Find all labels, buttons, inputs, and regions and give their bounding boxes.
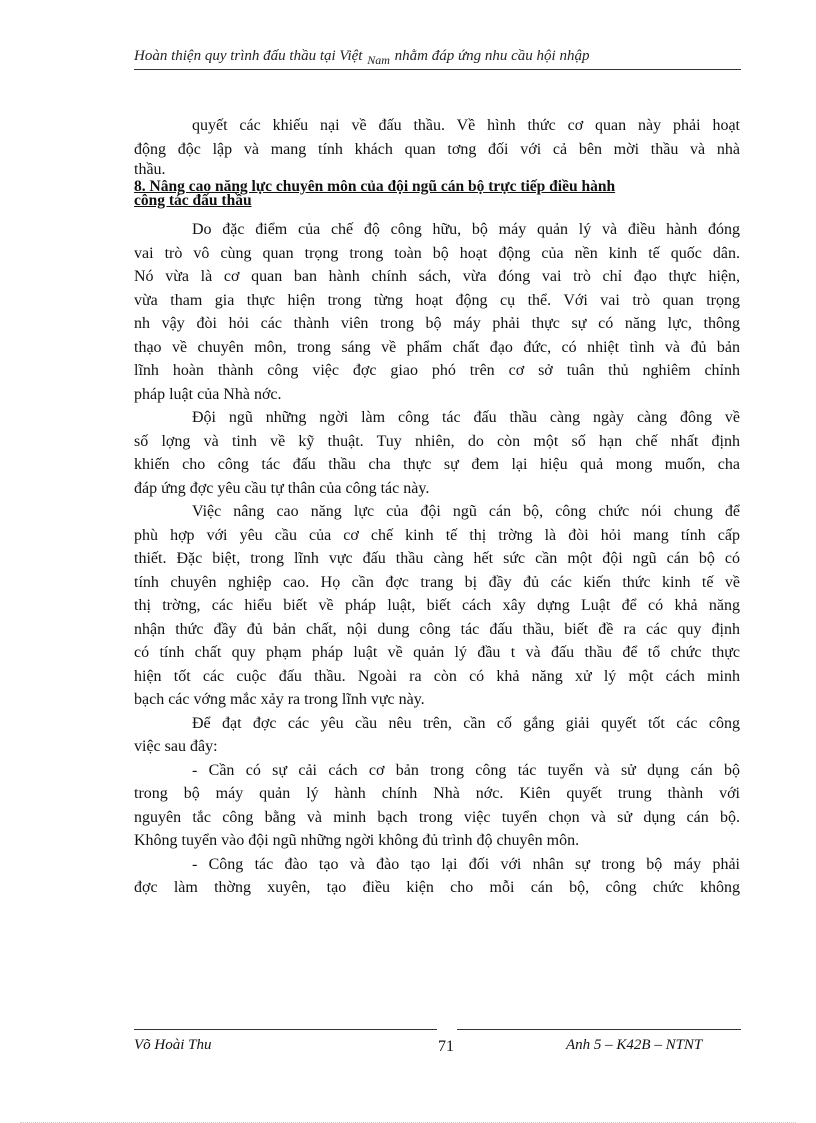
header-rule — [134, 69, 741, 70]
body-line: Do đặc điểm của chế độ công hữu, bộ máy quản lý và điều hành đóng — [192, 221, 740, 238]
body-line: pháp luật của Nhà nớc. — [134, 385, 282, 403]
footer-rule-left — [134, 1029, 437, 1030]
body-line: nhận thức đầy đủ bản chất, nội dung công tác đấu thầu, biết đề ra các quy định — [134, 620, 740, 638]
page-number: 71 — [438, 1038, 454, 1055]
body-line: hiện tốt các cuộc đấu thầu. Ngoài ra còn có khả năng xử lý một cách minh — [134, 667, 740, 685]
section-heading-continued: công tác đấu thầu — [134, 192, 252, 209]
header-title-end: nhằm đáp ứng nhu cầu hội nhập — [394, 48, 590, 64]
list-item-line: - Cần có sự cải cách cơ bản trong công tác tuyển và sử dụng cán bộ — [192, 761, 740, 779]
page-header — [134, 48, 740, 65]
body-line: số lợng và tinh về kỹ thuật. Tuy nhiên, do còn một số hạn chế nhất định — [134, 432, 740, 450]
body-line: Nó vừa là cơ quan ban hành chính sách, vừa đóng vai trò chỉ đạo thực hiện, — [134, 268, 740, 285]
header-title-start: Hoàn thiện quy trình đấu thầu tại Việt — [134, 48, 363, 64]
body-line: phù hợp với yêu cầu của cơ chế kinh tế thị trờng là đòi hỏi mang tính cấp — [134, 526, 740, 544]
body-line: có tính chất quy phạm pháp luật về quản lý đầu t và đấu thầu để tổ chức thực — [134, 644, 740, 661]
body-line: quyết các khiếu nại về đấu thầu. Về hình thức cơ quan này phải hoạt — [192, 117, 740, 134]
list-item-line: - Công tác đào tạo và đào tạo lại đối với nhân sự trong bộ máy phải — [192, 855, 740, 873]
body-line: việc sau đây: — [134, 738, 218, 755]
body-line: thạo về chuyên môn, trong sáng về phẩm chất đạo đức, có nhiệt tình và đủ bản — [134, 338, 740, 356]
body-line: thiết. Đặc biệt, trong lĩnh vực đấu thầu càng hết sức cần một đội ngũ cán bộ có — [134, 550, 740, 567]
body-line: vừa tham gia thực hiện trong từng hoạt động cụ thể. Với vai trò quan trọng — [134, 291, 740, 309]
footer-class-info: Anh 5 – K42B – NTNT — [566, 1037, 703, 1053]
body-line: Để đạt đợc các yêu cầu nêu trên, cần cố gắng giải quyết tốt các công — [192, 714, 740, 732]
footer-rule-right — [457, 1029, 741, 1030]
body-line: động độc lập và mang tính khách quan tơng đối với cả bên mời thầu và nhà — [134, 140, 740, 158]
body-line: vai trò vô cùng quan trọng trong toàn bộ hoạt động của nền kinh tế quốc dân. — [134, 244, 740, 262]
body-line: đáp ứng đợc yêu cầu tự thân của công tác này. — [134, 479, 430, 497]
header-title-subscript: Nam — [367, 53, 390, 67]
body-line: tính chuyên nghiệp cao. Họ cần đợc trang bị đầy đủ các kiến thức kinh tế về — [134, 573, 740, 591]
body-line: thị trờng, các hiểu biết về pháp luật, biết cách xây dựng Luật để có khả năng — [134, 597, 740, 614]
body-line: bạch các vớng mắc xảy ra trong lĩnh vực này. — [134, 691, 425, 708]
body-line: Việc nâng cao năng lực của đội ngũ cán bộ, công chức nói chung để — [192, 503, 740, 520]
body-line: nguyên tắc công bằng và minh bạch trong việc tuyển chọn và sử dụng cán bộ. — [134, 808, 740, 826]
section-heading: 8. Nâng cao năng lực chuyên môn của đội ngũ cán bộ trực tiếp điều hành — [134, 178, 616, 195]
body-line: thầu. — [134, 161, 166, 178]
body-line: khiến cho công tác đấu thầu cha thực sự đem lại hiệu quả mong muốn, cha — [134, 456, 740, 473]
document-body — [134, 114, 740, 900]
body-line: trong bộ máy quản lý hành chính Nhà nớc. Kiên quyết trung thành với — [134, 785, 740, 802]
body-line: Không tuyển vào đội ngũ những ngời không đủ trình độ chuyên môn. — [134, 832, 580, 849]
body-line: Đội ngũ những ngời làm công tác đấu thầu càng ngày càng đông về — [192, 409, 740, 426]
footer-author: Võ Hoài Thu — [134, 1037, 212, 1053]
body-line: đợc làm thờng xuyên, tạo điều kiện cho mỗi cán bộ, công chức không — [134, 879, 740, 896]
body-line: nh vậy đòi hỏi các thành viên trong bộ máy phải thực sự có năng lực, thông — [134, 315, 740, 332]
body-line: lĩnh hoàn thành công việc đợc giao phó trên cơ sở tuân thủ nghiêm chỉnh — [134, 362, 740, 379]
